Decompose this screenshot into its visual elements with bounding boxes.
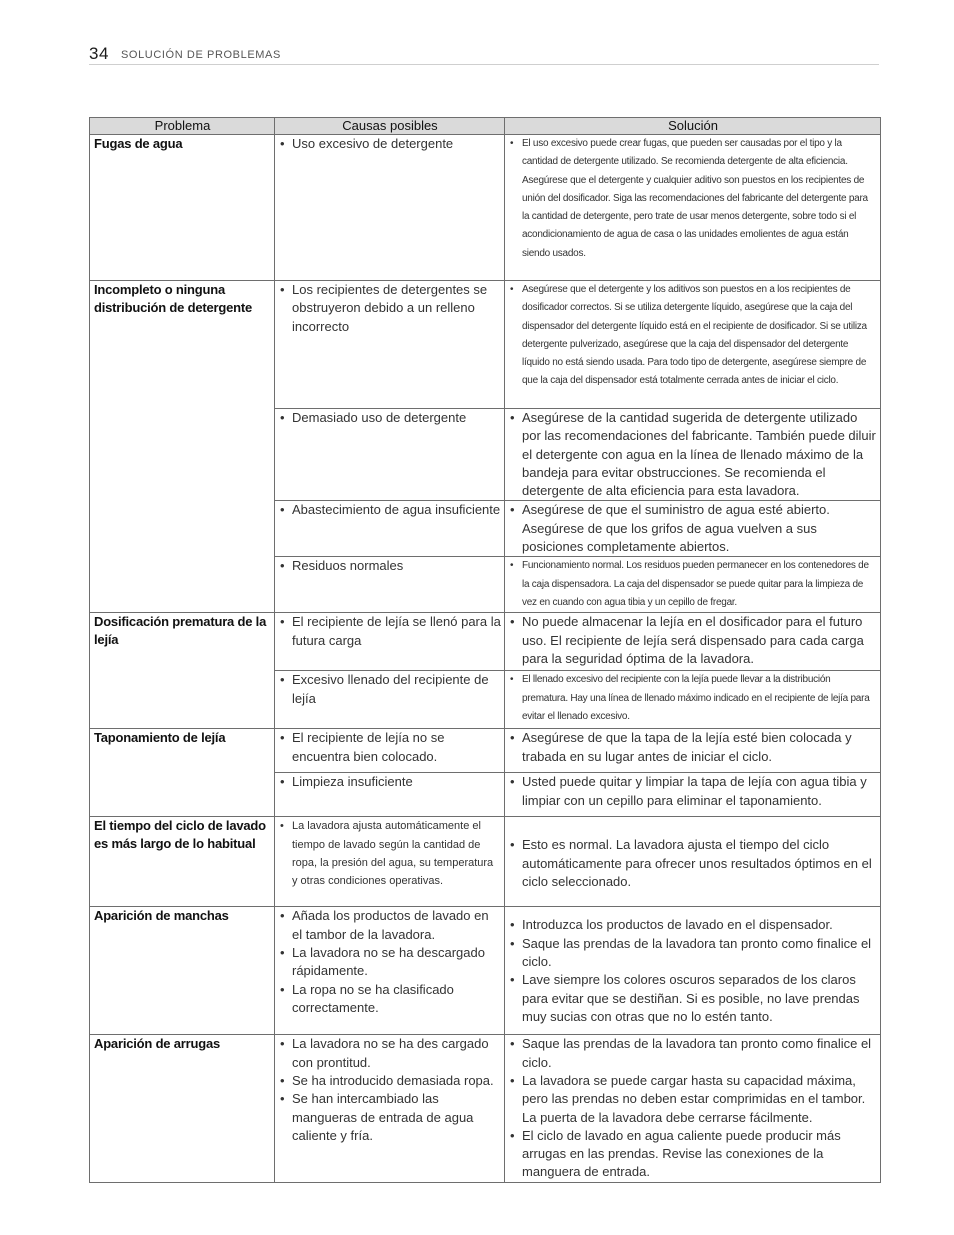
cause-cell (275, 773, 505, 817)
cause-item: • El recipiente de lejía se llenó para la futura carga (279, 613, 501, 650)
cause-item: • La lavadora no se ha des cargado con prontitud. (279, 1035, 501, 1072)
cause-cell (275, 501, 505, 557)
table-row (90, 613, 881, 671)
solution-cell (505, 557, 881, 613)
cause-cell (275, 281, 505, 409)
cause-item: • Limpieza insuficiente (279, 773, 501, 791)
problem-cell (90, 135, 275, 281)
solution-cell (505, 817, 881, 907)
solution-cell (505, 409, 881, 501)
table-row (90, 907, 881, 1035)
solution-cell (505, 1035, 881, 1182)
cause-item: • Añada los productos de lavado en el tambor de la lavadora. (279, 907, 501, 944)
problem-text: Aparición de manchas (94, 908, 229, 924)
problem-text: Aparición de arrugas (94, 1036, 221, 1052)
cause-item: • Demasiado uso de detergente (279, 409, 501, 427)
solution-cell (505, 613, 881, 671)
problem-text: El tiempo del ciclo de lavado (94, 818, 266, 834)
solution-item: • Lave siempre los colores oscuros separados de los claros para evitar que se destiñan. Si es posible, no lave prendas muy sucias con otras que no lo estén tanto. (509, 971, 877, 1026)
page-header (89, 44, 879, 65)
header-solution: Solución (505, 118, 881, 135)
problem-cell (90, 613, 275, 729)
table-row (90, 281, 881, 409)
solution-cell (505, 729, 881, 773)
table-header-row (90, 118, 881, 135)
cause-item: • La ropa no se ha clasificado correctamente. (279, 981, 501, 1018)
cause-cell (275, 557, 505, 613)
problem-text: Incompleto o ninguna (94, 282, 226, 297)
cause-item: • Los recipientes de detergentes se obstruyeron debido a un relleno incorrecto (279, 281, 501, 336)
cause-cell (275, 135, 505, 281)
solution-item: • Asegúrese de que el suministro de agua esté abierto. Asegúrese de que los grifos de agua vuelven a sus posiciones completamente abiertos. (509, 501, 877, 556)
problem-text: lejía (94, 632, 119, 648)
cause-cell (275, 817, 505, 907)
solution-item: • Usted puede quitar y limpiar la tapa de lejía con agua tibia y limpiar con un cepillo para eliminar el taponamiento. (509, 773, 877, 810)
cause-cell (275, 409, 505, 501)
troubleshooting-table (89, 117, 881, 1183)
solution-cell (505, 501, 881, 557)
solution-item: • Esto es normal. La lavadora ajusta el tiempo del ciclo automáticamente para ofrecer unos resultados óptimos en el ciclo seleccionado. (509, 836, 877, 891)
solution-item: • El llenado excesivo del recipiente con la lejía puede llevar a la distribución prematura. Hay una línea de llenado máximo indicado en el recipiente de lejía para evitar el llenado excesivo. (509, 671, 877, 726)
cause-cell (275, 729, 505, 773)
cause-item: • Se ha introducido demasiada ropa. (279, 1072, 501, 1090)
problem-text: Dosificación prematura de la (94, 614, 267, 630)
solution-item: • El uso excesivo puede crear fugas, que pueden ser causadas por el tipo y la cantidad de detergente utilizado. Se recomienda detergente de alta eficiencia. Asegúrese que el detergente y cualquier aditivo son puestos en los recipientes de unión del dosificador. Siga las recomendaciones del fabricante del detergente para la cantidad de detergente, pero trate de usar menos detergente, sobre todo si el acondicionamiento de agua de casa o las unidades emolientes de agua están siendo usados. (509, 135, 877, 263)
table-row (90, 817, 881, 907)
cause-cell (275, 613, 505, 671)
solution-cell (505, 773, 881, 817)
problem-cell (90, 817, 275, 907)
solution-item: • Saque las prendas de la lavadora tan pronto como finalice el ciclo. (509, 935, 877, 972)
cause-item: • Excesivo llenado del recipiente de lejía (279, 671, 501, 708)
cause-cell (275, 671, 505, 729)
cause-item: • La lavadora no se ha descargado rápidamente. (279, 944, 501, 981)
table-row (90, 135, 881, 281)
cause-item: • Residuos normales (279, 557, 501, 575)
problem-cell (90, 729, 275, 817)
solution-item: • No puede almacenar la lejía en el dosificador para el futuro uso. El recipiente de lejía será dispensado para cada carga para la seguridad óptima de la lavadora. (509, 613, 877, 668)
cause-item: • La lavadora ajusta automáticamente el tiempo de lavado según la cantidad de ropa, la presión del agua, su temperatura y otras condiciones operativas. (279, 817, 501, 890)
solution-item: • El ciclo de lavado en agua caliente puede producir más arrugas en las prendas. Revise las conexiones de la manguera de entrada. (509, 1127, 877, 1182)
table-row (90, 1035, 881, 1182)
cause-item: • Abastecimiento de agua insuficiente (279, 501, 501, 519)
solution-item: • Asegúrese de que la tapa de la lejía esté bien colocada y trabada en su lugar antes de iniciar el ciclo. (509, 729, 877, 766)
solution-item: • Asegúrese de la cantidad sugerida de detergente utilizado por las recomendaciones del fabricante. También puede diluir el detergente con agua en la línea de llenado máximo de la bandeja para evitar obstrucciones. Se recomienda el detergente de alta eficiencia para esta lavadora. (509, 409, 877, 500)
cause-item: • Uso excesivo de detergente (279, 135, 501, 153)
section-title: SOLUCIÓN DE PROBLEMAS (121, 49, 281, 61)
solution-cell (505, 281, 881, 409)
solution-item: • Saque las prendas de la lavadora tan pronto como finalice el ciclo. (509, 1035, 877, 1072)
header-causes: Causas posibles (275, 118, 505, 135)
page-number: 34 (89, 44, 109, 63)
cause-cell (275, 1035, 505, 1182)
problem-cell (90, 281, 275, 613)
problem-cell (90, 1035, 275, 1182)
solution-cell (505, 135, 881, 281)
solution-item: • Introduzca los productos de lavado en el dispensador. (509, 916, 877, 934)
solution-item: • La lavadora se puede cargar hasta su capacidad máxima, pero las prendas no deben estar comprimidas en el tambor. La puerta de la lavadora debe cerrarse fácilmente. (509, 1072, 877, 1127)
problem-text: distribución de detergente (94, 300, 253, 315)
problem-text: Fugas de agua (94, 136, 183, 151)
header-problem: Problema (90, 118, 275, 135)
solution-item: • Asegúrese que el detergente y los aditivos son puestos en a los recipientes de dosificador correctos. Si se utiliza detergente líquido, asegúrese que la caja del dispensador del detergente líquido está en el recipiente de dosificador. Si se utiliza detergente pulverizado, asegúrese que la caja del dispensador del detergente líquido no está siendo usada. Para todo tipo de detergente, asegúrese siempre de que la caja del dispensador está totalmente cerrada antes de iniciar el ciclo. (509, 281, 877, 391)
solution-cell (505, 671, 881, 729)
problem-text: es más largo de lo habitual (94, 836, 256, 852)
solution-item: • Funcionamiento normal. Los residuos pueden permanecer en los contenedores de la caja dispensadora. La caja del dispensador se puede quitar para la limpieza de vez en cuando con agua tibia y un cepillo de fregar. (509, 557, 877, 612)
solution-cell (505, 907, 881, 1035)
problem-text: Taponamiento de lejía (94, 730, 226, 746)
table-row (90, 729, 881, 773)
cause-cell (275, 907, 505, 1035)
cause-item: • El recipiente de lejía no se encuentra bien colocado. (279, 729, 501, 766)
cause-item: • Se han intercambiado las mangueras de entrada de agua caliente y fría. (279, 1090, 501, 1145)
problem-cell (90, 907, 275, 1035)
